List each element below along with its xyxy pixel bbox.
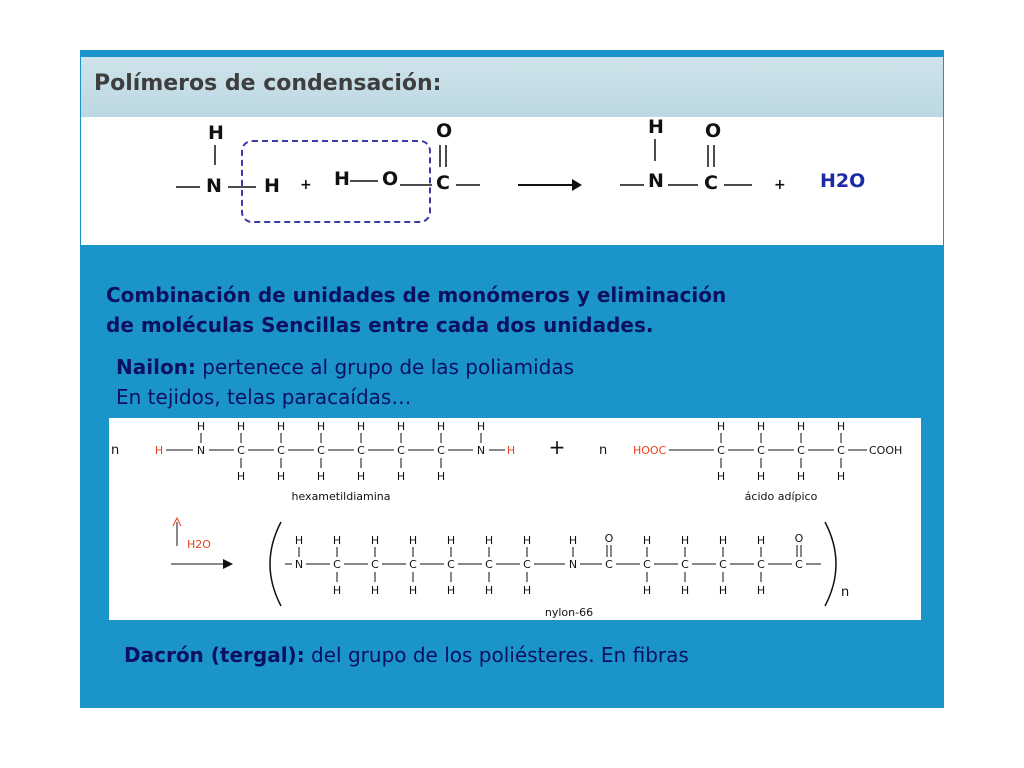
atom-c: C	[485, 558, 493, 571]
atom-c: C	[317, 444, 325, 457]
carboxyl-cooh: COOH	[869, 444, 903, 457]
atom-h: H	[484, 584, 494, 597]
atom-h: H	[836, 420, 846, 433]
dacron-description: del grupo de los poliésteres. En fibras	[304, 643, 689, 667]
atom-h: H	[332, 584, 342, 597]
atom-c: C	[795, 558, 803, 571]
atom-h-terminal: H	[506, 444, 516, 457]
label-nylon-66: nylon-66	[544, 606, 594, 619]
polymer-bracket-left	[270, 522, 281, 606]
polymer-bracket-right	[825, 522, 836, 606]
atom-c: C	[797, 444, 805, 457]
atom-h: H	[642, 584, 652, 597]
atom-h: H	[276, 420, 286, 433]
plus-sign: +	[300, 177, 312, 193]
atom-h: H	[796, 470, 806, 483]
plus-sign: +	[774, 177, 786, 193]
atom-h: H	[836, 470, 846, 483]
atom-h: H	[522, 534, 532, 547]
atom-c: C	[447, 558, 455, 571]
atom-h: H	[484, 534, 494, 547]
nailon-label: Nailon:	[116, 355, 196, 379]
atom-h: H	[436, 420, 446, 433]
atom-h: H	[370, 584, 380, 597]
atom-c: C	[605, 558, 613, 571]
atom-h: H	[316, 470, 326, 483]
atom-c: C	[277, 444, 285, 457]
atom-h: H	[408, 584, 418, 597]
atom-h: H	[334, 168, 350, 190]
atom-c: C	[436, 172, 450, 194]
atom-h: H	[370, 534, 380, 547]
atom-h: H	[796, 420, 806, 433]
atom-o-carbonyl: O	[604, 532, 614, 545]
nailon-description: pertenece al grupo de las poliamidas	[195, 355, 574, 379]
carboxyl-hooc: HOOC	[633, 444, 667, 457]
atom-h: H	[264, 175, 280, 197]
definition-line: de moléculas Sencillas entre cada dos unidades.	[106, 313, 654, 337]
water-product: H2O	[820, 170, 866, 192]
atom-n: N	[476, 444, 486, 457]
label-hexametildiamina: hexametildiamina	[291, 490, 391, 503]
atom-h: H	[522, 584, 532, 597]
reaction-arrow-head	[572, 179, 582, 191]
nylon-reaction-panel	[109, 418, 921, 620]
nailon-block	[116, 352, 574, 412]
atom-h: H	[716, 470, 726, 483]
atom-h: H	[446, 584, 456, 597]
definition-line: Combinación de unidades de monómeros y eliminación	[106, 283, 727, 307]
atom-h: H	[236, 470, 246, 483]
atom-c: C	[643, 558, 651, 571]
atom-c: C	[409, 558, 417, 571]
dacron-block	[124, 640, 689, 670]
atom-h: H	[236, 420, 246, 433]
atom-h: H	[756, 534, 766, 547]
atom-h: H	[436, 470, 446, 483]
atom-h: H	[642, 534, 652, 547]
atom-c: C	[681, 558, 689, 571]
atom-h: H	[294, 534, 304, 547]
nailon-uses: En tejidos, telas paracaídas…	[116, 385, 412, 409]
atom-c: C	[333, 558, 341, 571]
atom-h: H	[716, 420, 726, 433]
atom-o-carbonyl: O	[436, 120, 453, 142]
atom-c: C	[837, 444, 845, 457]
atom-h-terminal: H	[154, 444, 164, 457]
atom-c: C	[523, 558, 531, 571]
title-bar	[81, 57, 943, 117]
atom-h: H	[756, 470, 766, 483]
coefficient-n: n	[599, 443, 608, 458]
atom-c: C	[717, 444, 725, 457]
atom-h-top: H	[648, 116, 664, 138]
atom-o: O	[382, 168, 399, 190]
slide-title: Polímeros de condensación:	[94, 71, 442, 96]
atom-h: H	[756, 420, 766, 433]
atom-h: H	[356, 420, 366, 433]
atom-n: N	[294, 558, 304, 571]
atom-c: C	[237, 444, 245, 457]
atom-c: C	[397, 444, 405, 457]
condensation-equation-svg	[168, 116, 866, 231]
atom-h: H	[446, 534, 456, 547]
atom-h: H	[332, 534, 342, 547]
label-acido-adipico: ácido adípico	[744, 490, 818, 503]
definition-text	[106, 280, 726, 340]
atom-n: N	[206, 175, 222, 197]
atom-h: H	[680, 584, 690, 597]
atom-h: H	[680, 534, 690, 547]
atom-h: H	[568, 534, 578, 547]
coefficient-n: n	[841, 585, 850, 600]
atom-h: H	[276, 470, 286, 483]
atom-h: H	[316, 420, 326, 433]
atom-c: C	[719, 558, 727, 571]
atom-n: N	[648, 170, 664, 192]
atom-c: C	[371, 558, 379, 571]
atom-h: H	[396, 420, 406, 433]
atom-h: H	[476, 420, 486, 433]
atom-c: C	[357, 444, 365, 457]
atom-h-top: H	[208, 122, 224, 144]
atom-n: N	[196, 444, 206, 457]
atom-h: H	[396, 470, 406, 483]
water-eliminated: H2O	[187, 538, 211, 551]
atom-c: C	[757, 558, 765, 571]
atom-o-carbonyl: O	[794, 532, 804, 545]
atom-h: H	[718, 584, 728, 597]
atom-h: H	[356, 470, 366, 483]
atom-c: C	[757, 444, 765, 457]
plus-sign: +	[548, 435, 566, 459]
atom-h: H	[408, 534, 418, 547]
dacron-label: Dacrón (tergal):	[124, 643, 305, 667]
condensation-equation	[168, 116, 866, 231]
reaction-arrow-head	[223, 559, 233, 569]
atom-o-carbonyl: O	[705, 120, 722, 142]
coefficient-n: n	[111, 443, 120, 458]
nylon-reaction-svg	[109, 418, 921, 620]
atom-h: H	[756, 584, 766, 597]
atom-c: C	[704, 172, 718, 194]
atom-n: N	[568, 558, 578, 571]
atom-h: H	[196, 420, 206, 433]
atom-h: H	[718, 534, 728, 547]
atom-c: C	[437, 444, 445, 457]
